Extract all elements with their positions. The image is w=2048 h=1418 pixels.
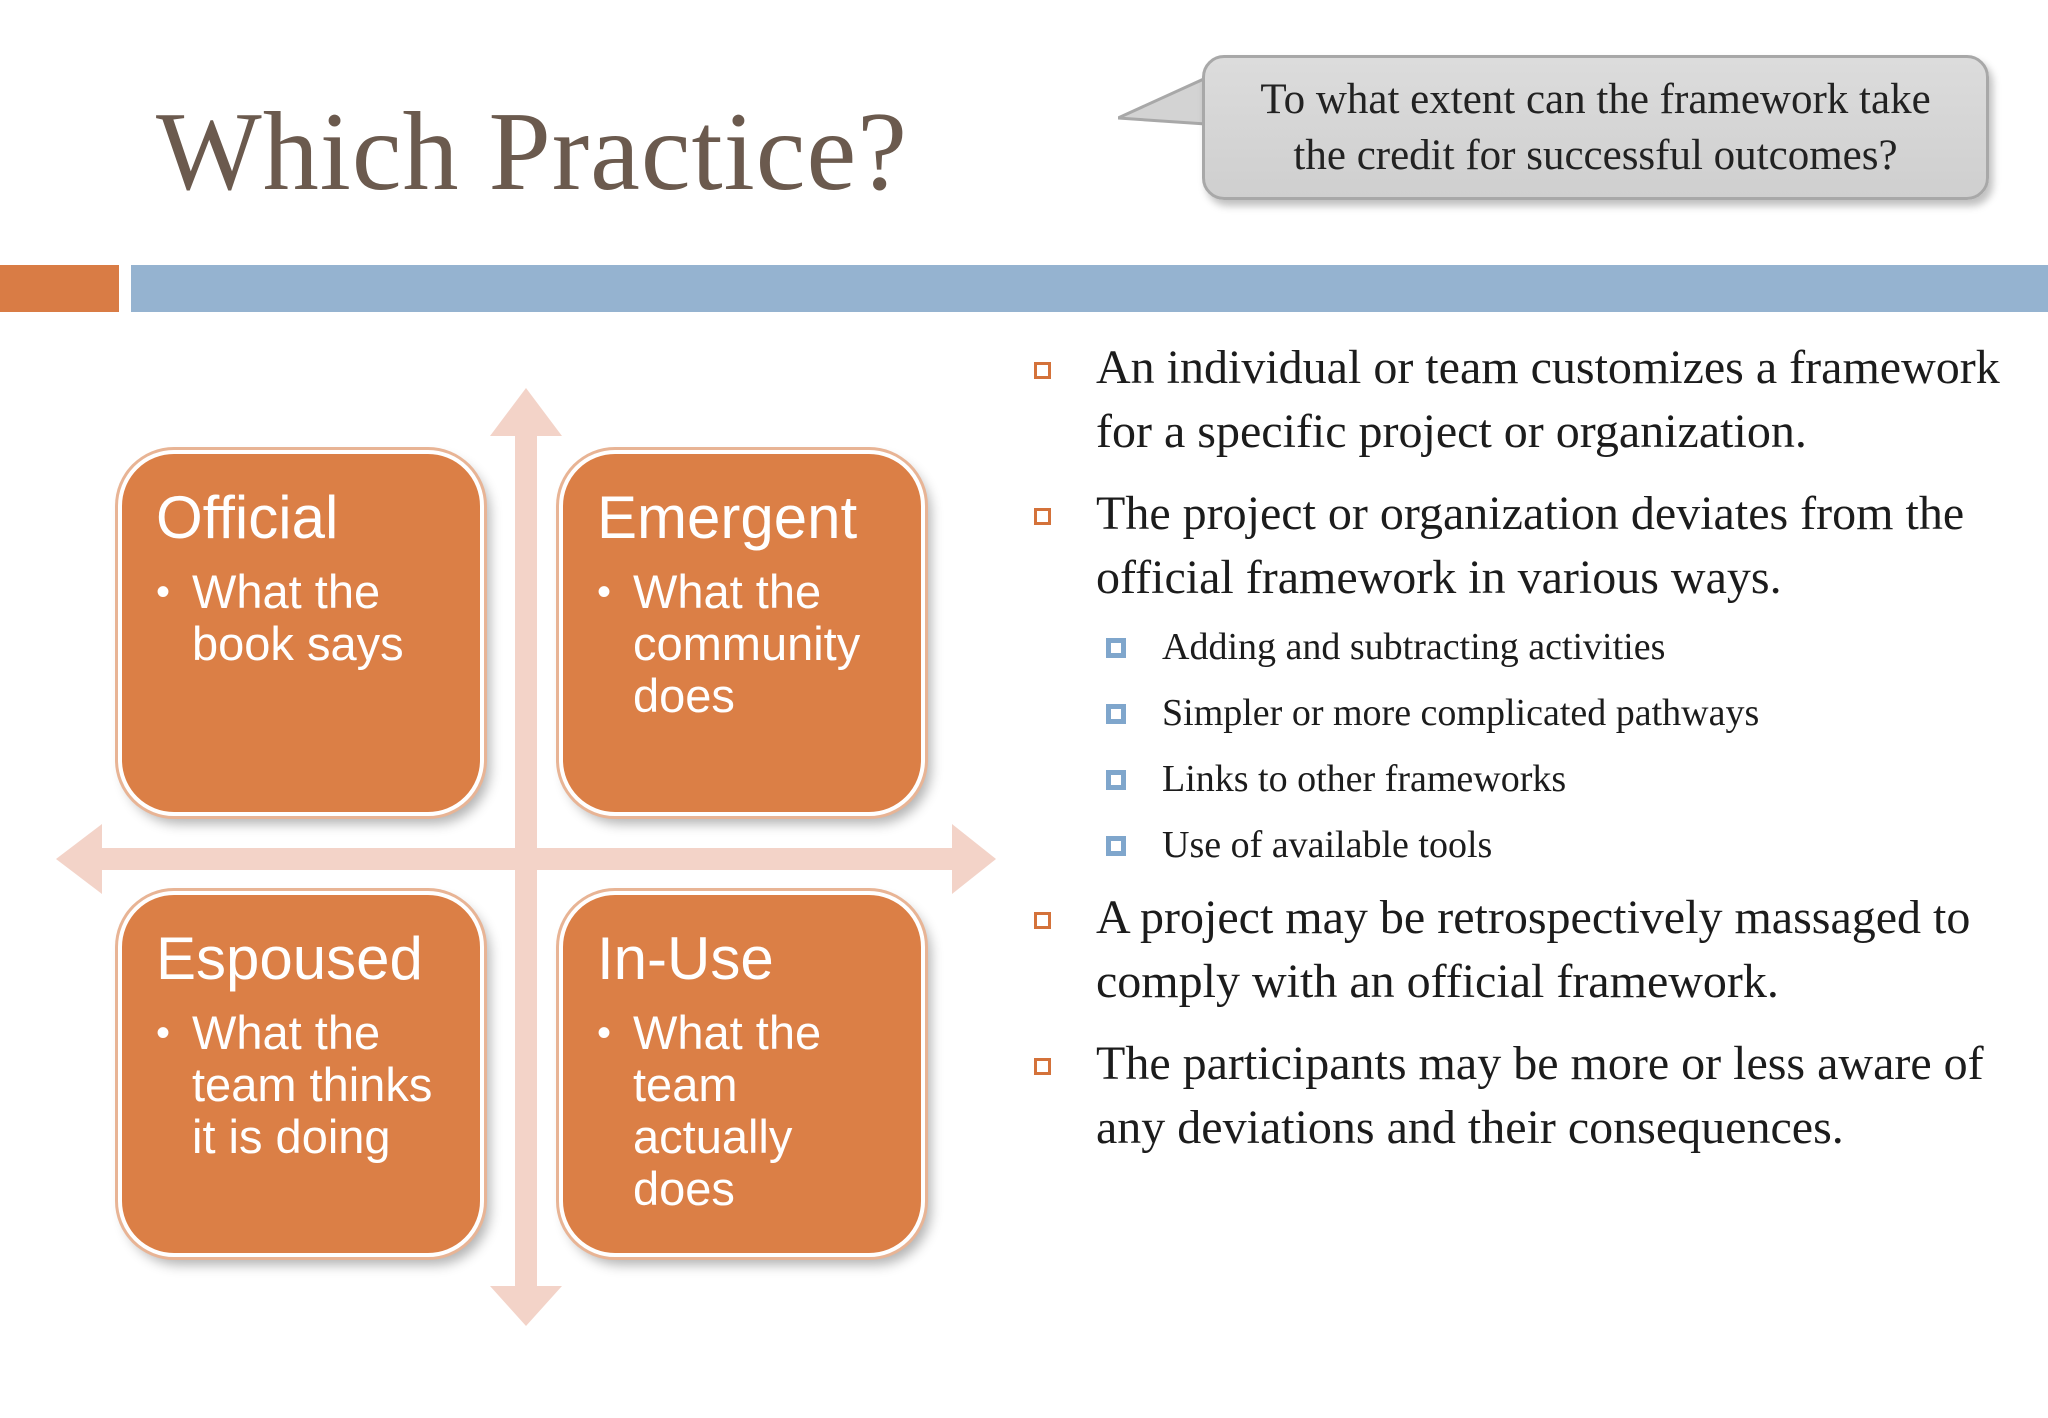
callout-line-1: To what extent can the framework take: [1260, 75, 1931, 123]
callout-line-2: the credit for successful outcomes?: [1293, 131, 1898, 179]
bullet-item: [1024, 1032, 2024, 1160]
bullet-item: [1024, 886, 2024, 1014]
slide-title: Which Practice?: [156, 90, 908, 214]
sub-bullet-text: Simpler or more complicated pathways: [1162, 692, 1760, 734]
quadrant-bullet: • What the book says: [156, 566, 456, 670]
quadrant-heading: Espoused: [156, 925, 423, 992]
sub-bullet-item: [1024, 812, 2024, 878]
quadrant-in-use: [559, 891, 925, 1257]
sub-bullet-item: [1024, 680, 2024, 746]
blue-square-bullet-icon: [1106, 638, 1126, 658]
hollow-square-bullet-icon: [1034, 912, 1051, 929]
quadrant-bullet: • What the team actually does: [597, 1007, 897, 1215]
hollow-square-bullet-icon: [1034, 362, 1051, 379]
blue-square-bullet-icon: [1106, 770, 1126, 790]
quadrant-espoused: [118, 891, 484, 1257]
quadrant-heading: Official: [156, 484, 339, 551]
right-arrowhead: [952, 824, 996, 894]
bullet-text: A project may be retrospectively massaged to comply with an official framework.: [1096, 891, 1971, 1008]
left-arrowhead: [56, 824, 102, 894]
sub-bullet-item: [1024, 746, 2024, 812]
quadrant-bullet: • What the team thinks it is doing: [156, 1007, 456, 1163]
quadrant-heading: In-Use: [597, 925, 774, 992]
sub-bullet-text: Adding and subtracting activities: [1162, 626, 1666, 668]
down-arrowhead: [490, 1286, 562, 1326]
bullet-item: [1024, 336, 2024, 464]
up-arrowhead: [490, 388, 562, 436]
sub-bullet-text: Use of available tools: [1162, 824, 1493, 866]
bullet-list: [1024, 336, 2024, 1178]
hollow-square-bullet-icon: [1034, 508, 1051, 525]
sub-bullet-text: Links to other frameworks: [1162, 758, 1567, 800]
blue-square-bullet-icon: [1106, 836, 1126, 856]
bullet-text: An individual or team customizes a framework for a specific project or organization.: [1096, 341, 2000, 458]
quadrant-emergent: [559, 450, 925, 816]
quadrant-bullet: • What the community does: [597, 566, 897, 722]
bullet-item: [1024, 482, 2024, 610]
sub-bullet-item: [1024, 614, 2024, 680]
bullet-text: The project or organization deviates from the official framework in various ways.: [1096, 487, 1965, 604]
blue-square-bullet-icon: [1106, 704, 1126, 724]
hollow-square-bullet-icon: [1034, 1058, 1051, 1075]
bullet-text: The participants may be more or less aware of any deviations and their consequences.: [1096, 1037, 1984, 1154]
quadrant-heading: Emergent: [597, 484, 858, 551]
quadrant-official: [118, 450, 484, 816]
horizontal-axis: [98, 848, 958, 870]
